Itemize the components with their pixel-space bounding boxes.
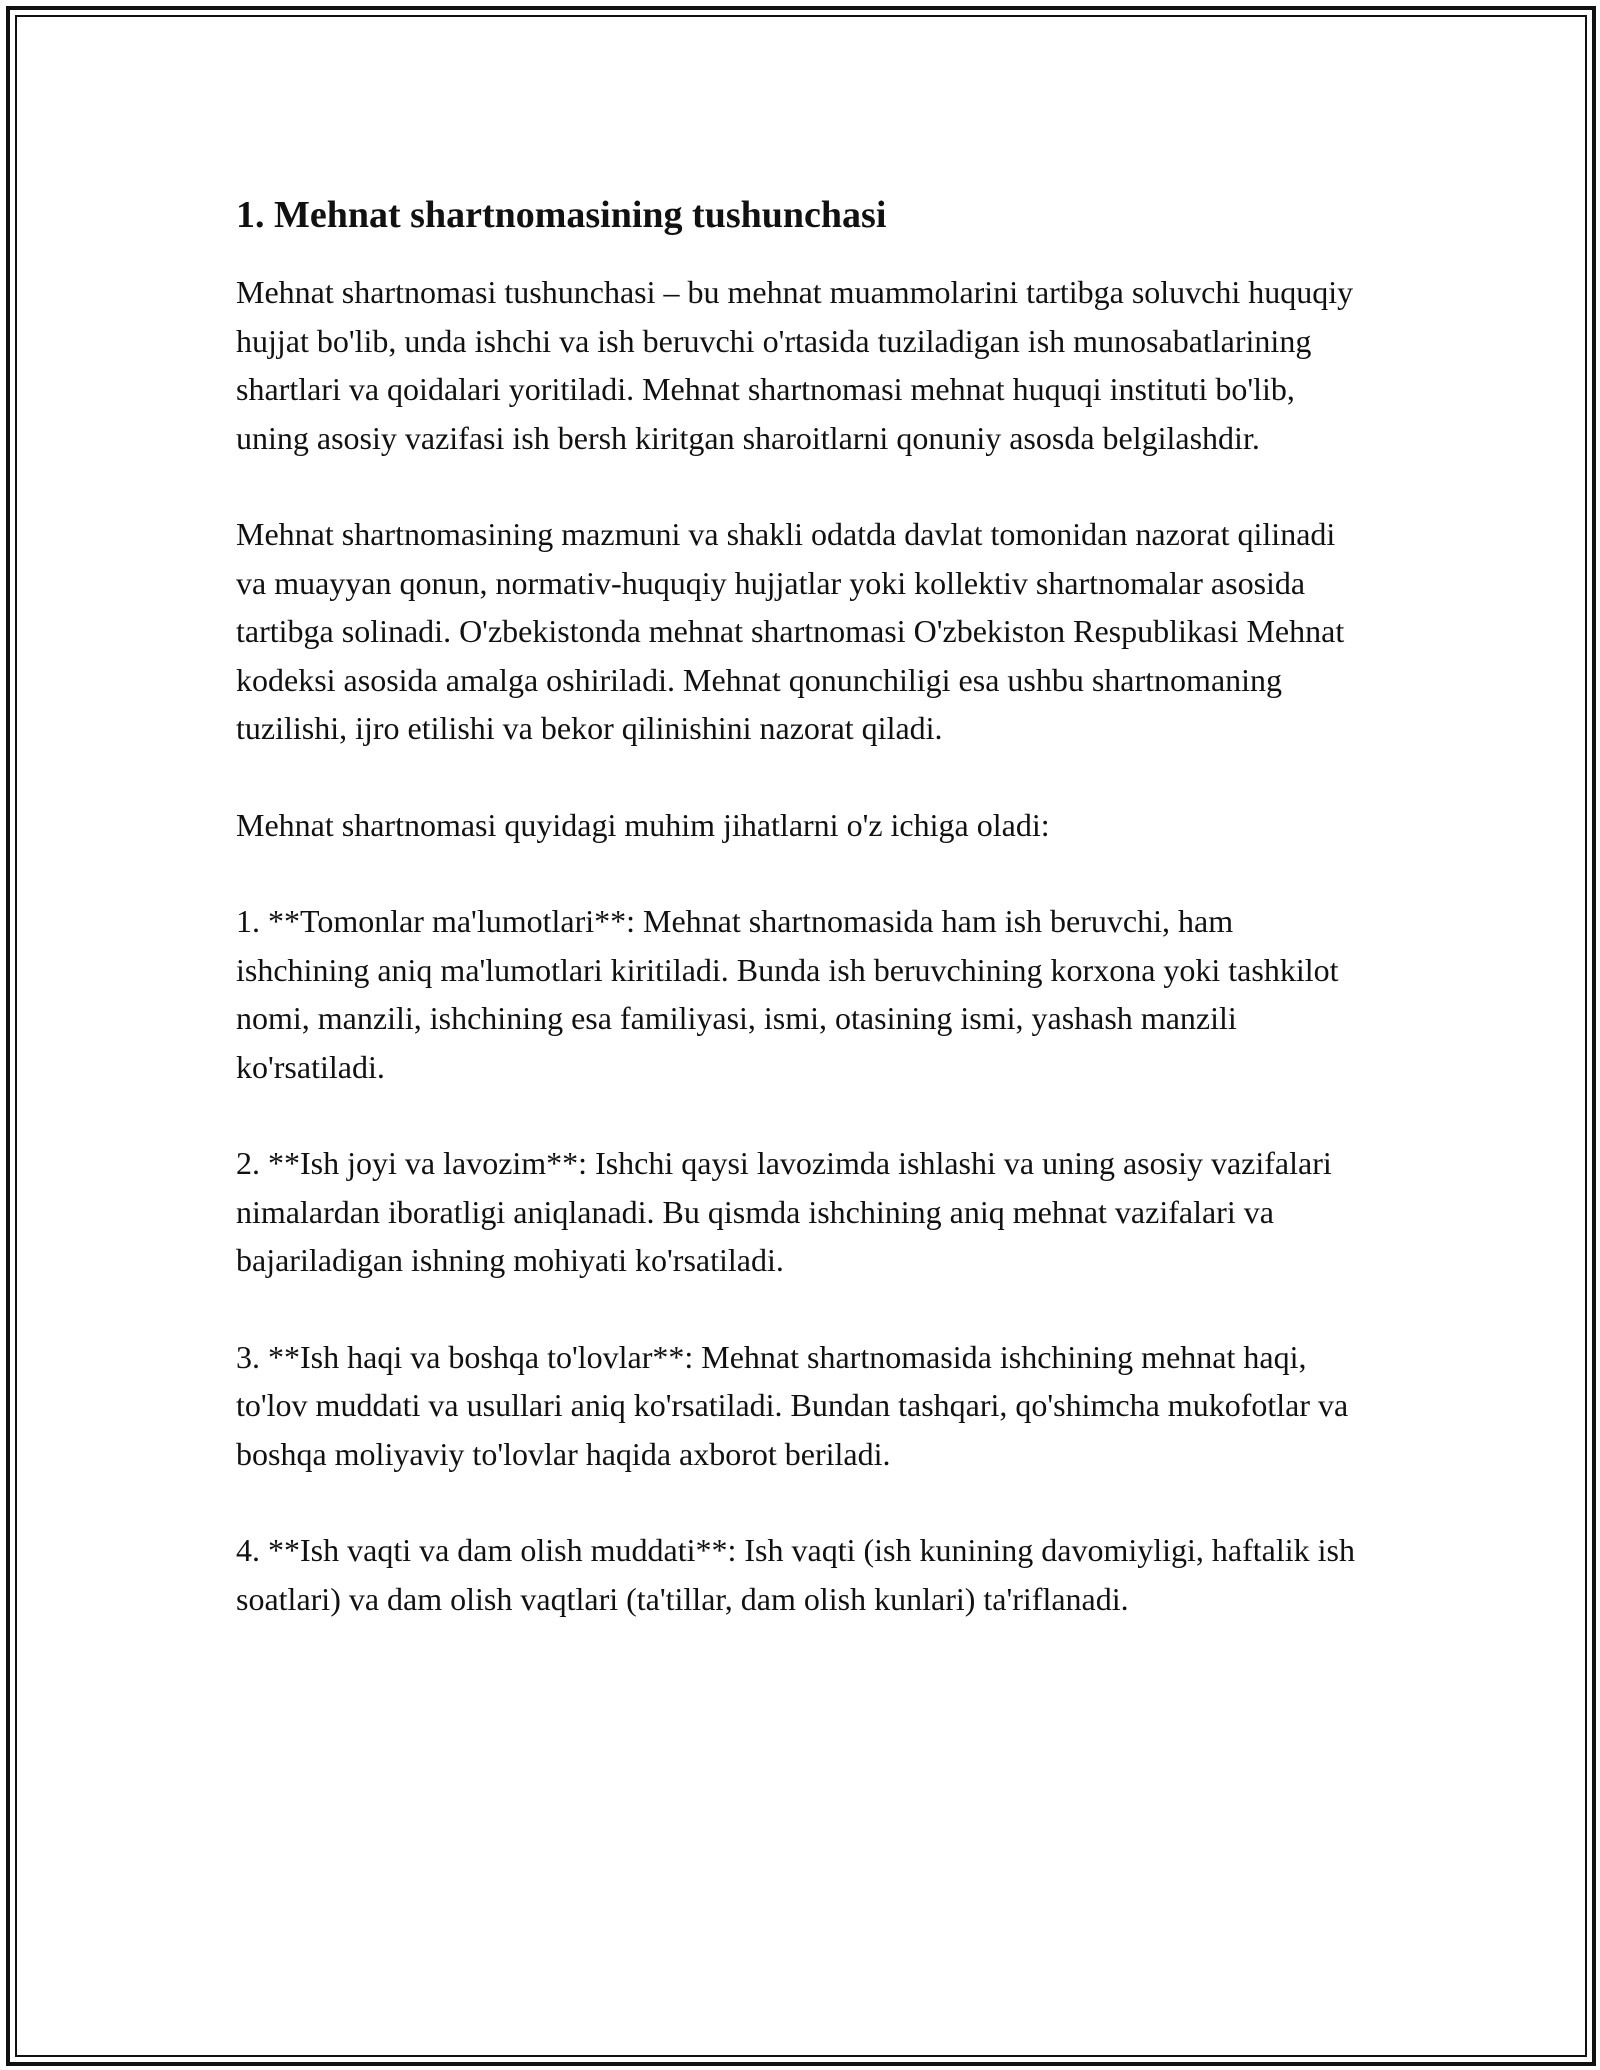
document-body <box>236 188 1366 1671</box>
intro-paragraph: Mehnat shartnomasi tushunchasi – bu mehnat muammolarini tartibga soluvchi huquqiy hujjat bo'lib, unda ishchi va ish beruvchi o'rtasida tuziladigan ish munosabatlarining shartlari va qoidalari yoritiladi. Mehnat shartnomasi mehnat huquqi instituti bo'lib, uning asosiy vazifasi ish bersh kiritgan sharoitlarni qonuniy asosda belgilashdir. <box>236 274 1354 456</box>
list-intro-paragraph: Mehnat shartnomasi quyidagi muhim jihatlarni o'z ichiga oladi: <box>236 806 1050 843</box>
list-item-parties: 1. **Tomonlar ma'lumotlari**: Mehnat shartnomasida ham ish beruvchi, ham ishchining aniq ma'lumotlari kiritiladi. Bunda ish beruvchining korxona yoki tashkilot nomi, manzili, ishchining esa familiyasi, ismi, otasining ismi, yashash manzili ko'rsatiladi. <box>236 903 1339 1085</box>
list-item-position: 2. **Ish joyi va lavozim**: Ishchi qaysi lavozimda ishlashi va uning asosiy vazifalari nimalardan iboratligi aniqlanadi. Bu qismda ishchining aniq mehnat vazifalari va bajariladigan ishning mohiyati ko'rsatiladi. <box>236 1145 1332 1278</box>
regulation-paragraph: Mehnat shartnomasining mazmuni va shakli odatda davlat tomonidan nazorat qilinadi va muayyan qonun, normativ-huquqiy hujjatlar yoki kollektiv shartnomalar asosida tartibga solinadi. O'zbekistonda mehnat shartnomasi O'zbekiston Respublikasi Mehnat kodeksi asosida amalga oshiriladi. Mehnat qonunchiligi esa ushbu shartnomaning tuzilishi, ijro etilishi va bekor qilinishini nazorat qiladi. <box>236 516 1345 746</box>
list-item-working-hours: 4. **Ish vaqti va dam olish muddati**: Ish vaqti (ish kunining davomiyligi, haftalik ish soatlari) va dam olish vaqtlari (ta'tillar, dam olish kunlari) ta'riflanadi. <box>236 1532 1355 1617</box>
list-item-salary: 3. **Ish haqi va boshqa to'lovlar**: Mehnat shartnomasida ishchining mehnat haqi, to'lov muddati va usullari aniq ko'rsatiladi. Bundan tashqari, qo'shimcha mukofotlar va boshqa moliyaviy to'lovlar haqida axborot beriladi. <box>236 1338 1349 1472</box>
section-heading: 1. Mehnat shartnomasining tushunchasi <box>236 194 887 236</box>
